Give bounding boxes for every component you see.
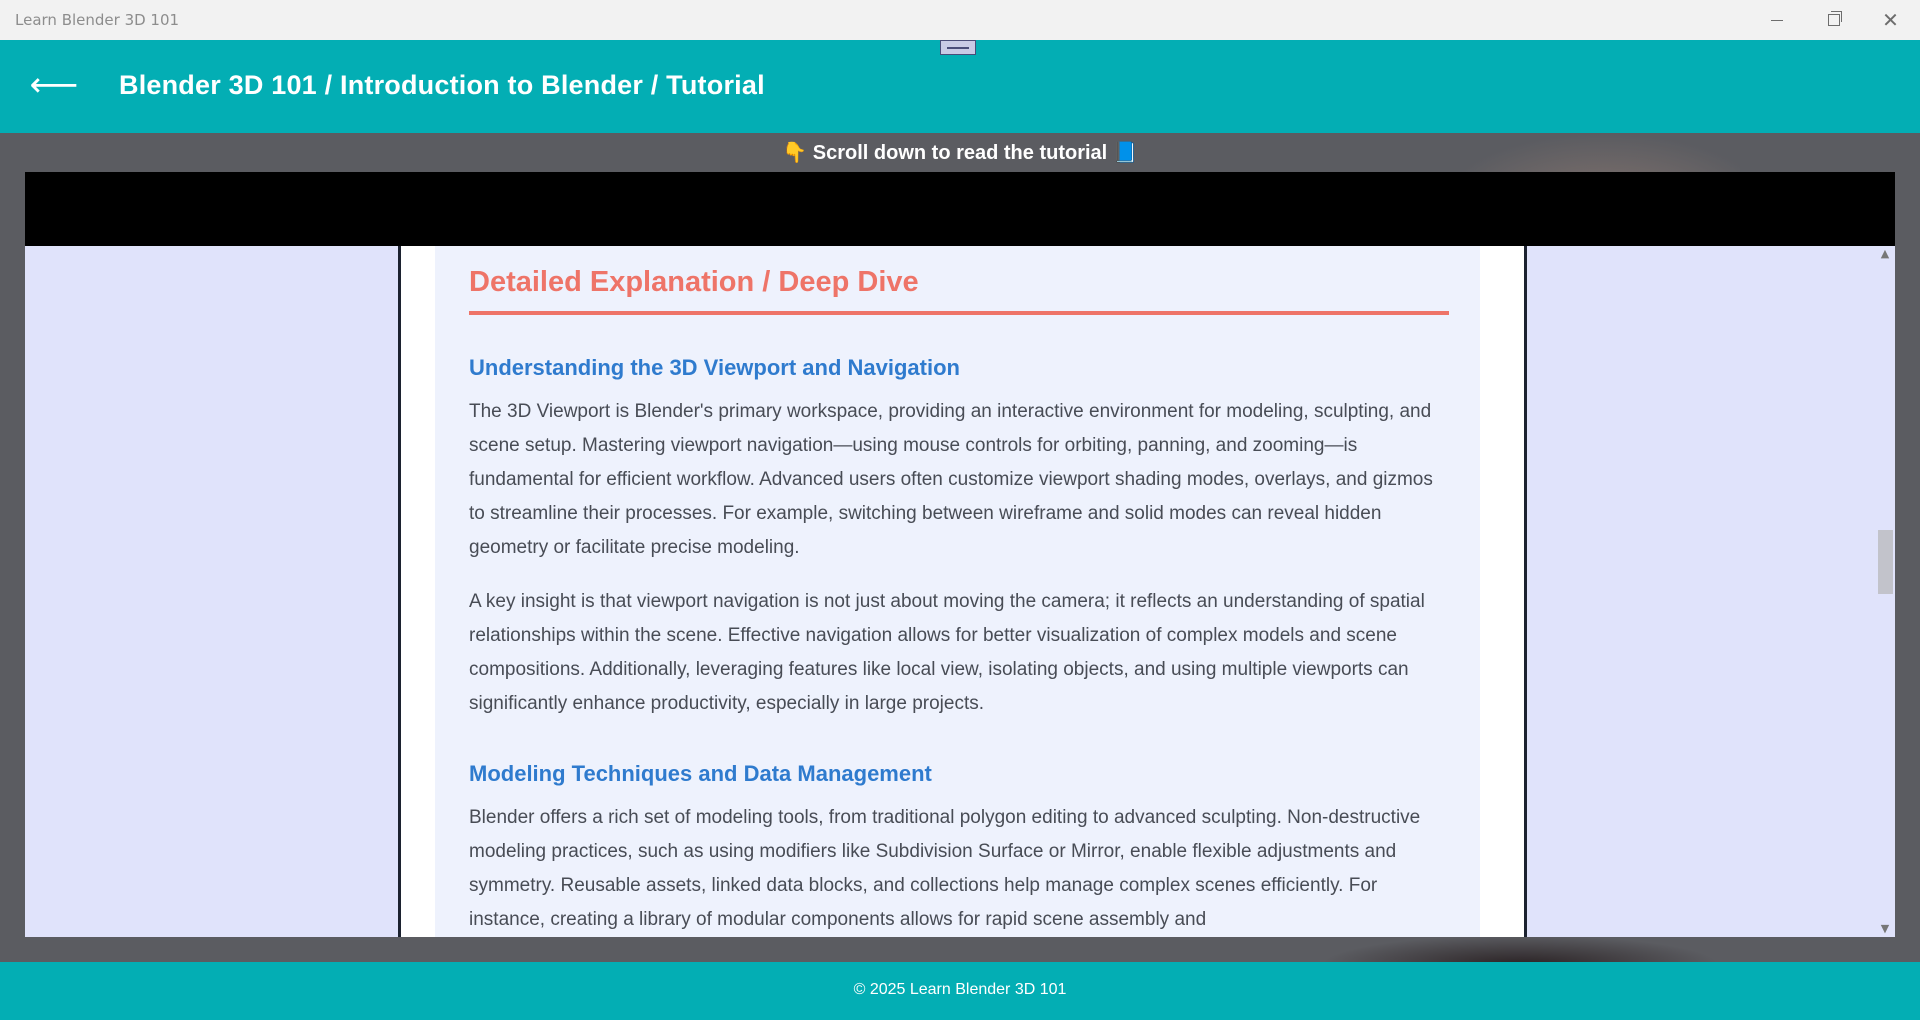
paragraph: Blender offers a rich set of modeling tools, from traditional polygon editing to advanced sculpting. Non-destructive modeling practices, such as using modifiers like Subdivision Surface or Mirror, enable flexible adjustments and symmetry. Reusable assets, linked data blocks, and collections help manage complex scenes efficiently. For instance, creating a library of modular components allows for rapid scene assembly and	[469, 807, 1421, 930]
section-title: Detailed Explanation / Deep Dive	[469, 266, 1449, 315]
scroll-hint: 👇 Scroll down to read the tutorial 📘	[782, 142, 1138, 164]
webview-top-bar	[25, 172, 1895, 246]
restore-button[interactable]	[1805, 0, 1862, 40]
drag-handle[interactable]	[940, 40, 976, 55]
app-footer	[0, 962, 1920, 1020]
vertical-scrollbar[interactable]	[1875, 246, 1895, 937]
subsection-heading: Modeling Techniques and Data Management	[469, 761, 932, 786]
article	[435, 246, 1480, 937]
paragraph: A key insight is that viewport navigation is not just about moving the camera; it reflects an understanding of spatial relationships within the scene. Effective navigation allows for better visualization of complex models and scene compositions. Additionally, leveraging features like local view, isolating objects, and using multiple viewports can significantly enhance productivity, especially in large projects.	[469, 591, 1425, 714]
scroll-down-icon[interactable]: ▼	[1880, 922, 1890, 935]
background-photo-shadow	[1320, 935, 1720, 965]
window-title-bar	[0, 0, 1920, 40]
paragraph: The 3D Viewport is Blender's primary workspace, providing an interactive environment for modeling, sculpting, and scene setup. Mastering viewport navigation—using mouse controls for orbiting, panning, and zooming—is fundamental for efficient workflow. Advanced users often customize viewport shading modes, overlays, and gizmos to streamline their processes. For example, switching between wireframe and solid modes can reveal hidden geometry or facilitate precise modeling.	[469, 401, 1433, 558]
article-content	[469, 266, 1449, 937]
back-arrow-icon: ⟵	[29, 65, 79, 105]
back-button[interactable]	[29, 65, 79, 105]
breadcrumb: Blender 3D 101 / Introduction to Blender / Tutorial	[119, 70, 765, 100]
subsection-heading: Understanding the 3D Viewport and Navigation	[469, 355, 960, 380]
minimize-button[interactable]	[1748, 0, 1805, 40]
restore-icon	[1828, 14, 1840, 26]
scrollbar-thumb[interactable]	[1878, 530, 1893, 594]
window-title: Learn Blender 3D 101	[15, 11, 180, 29]
tutorial-webview[interactable]	[25, 172, 1895, 937]
minimize-icon	[1771, 20, 1783, 21]
close-button[interactable]	[1862, 0, 1919, 40]
app-header	[0, 40, 1920, 133]
copyright-text: © 2025 Learn Blender 3D 101	[853, 981, 1067, 998]
close-icon: ✕	[1882, 8, 1899, 32]
page-frame	[398, 246, 1527, 937]
scroll-up-icon[interactable]: ▲	[1880, 247, 1890, 260]
